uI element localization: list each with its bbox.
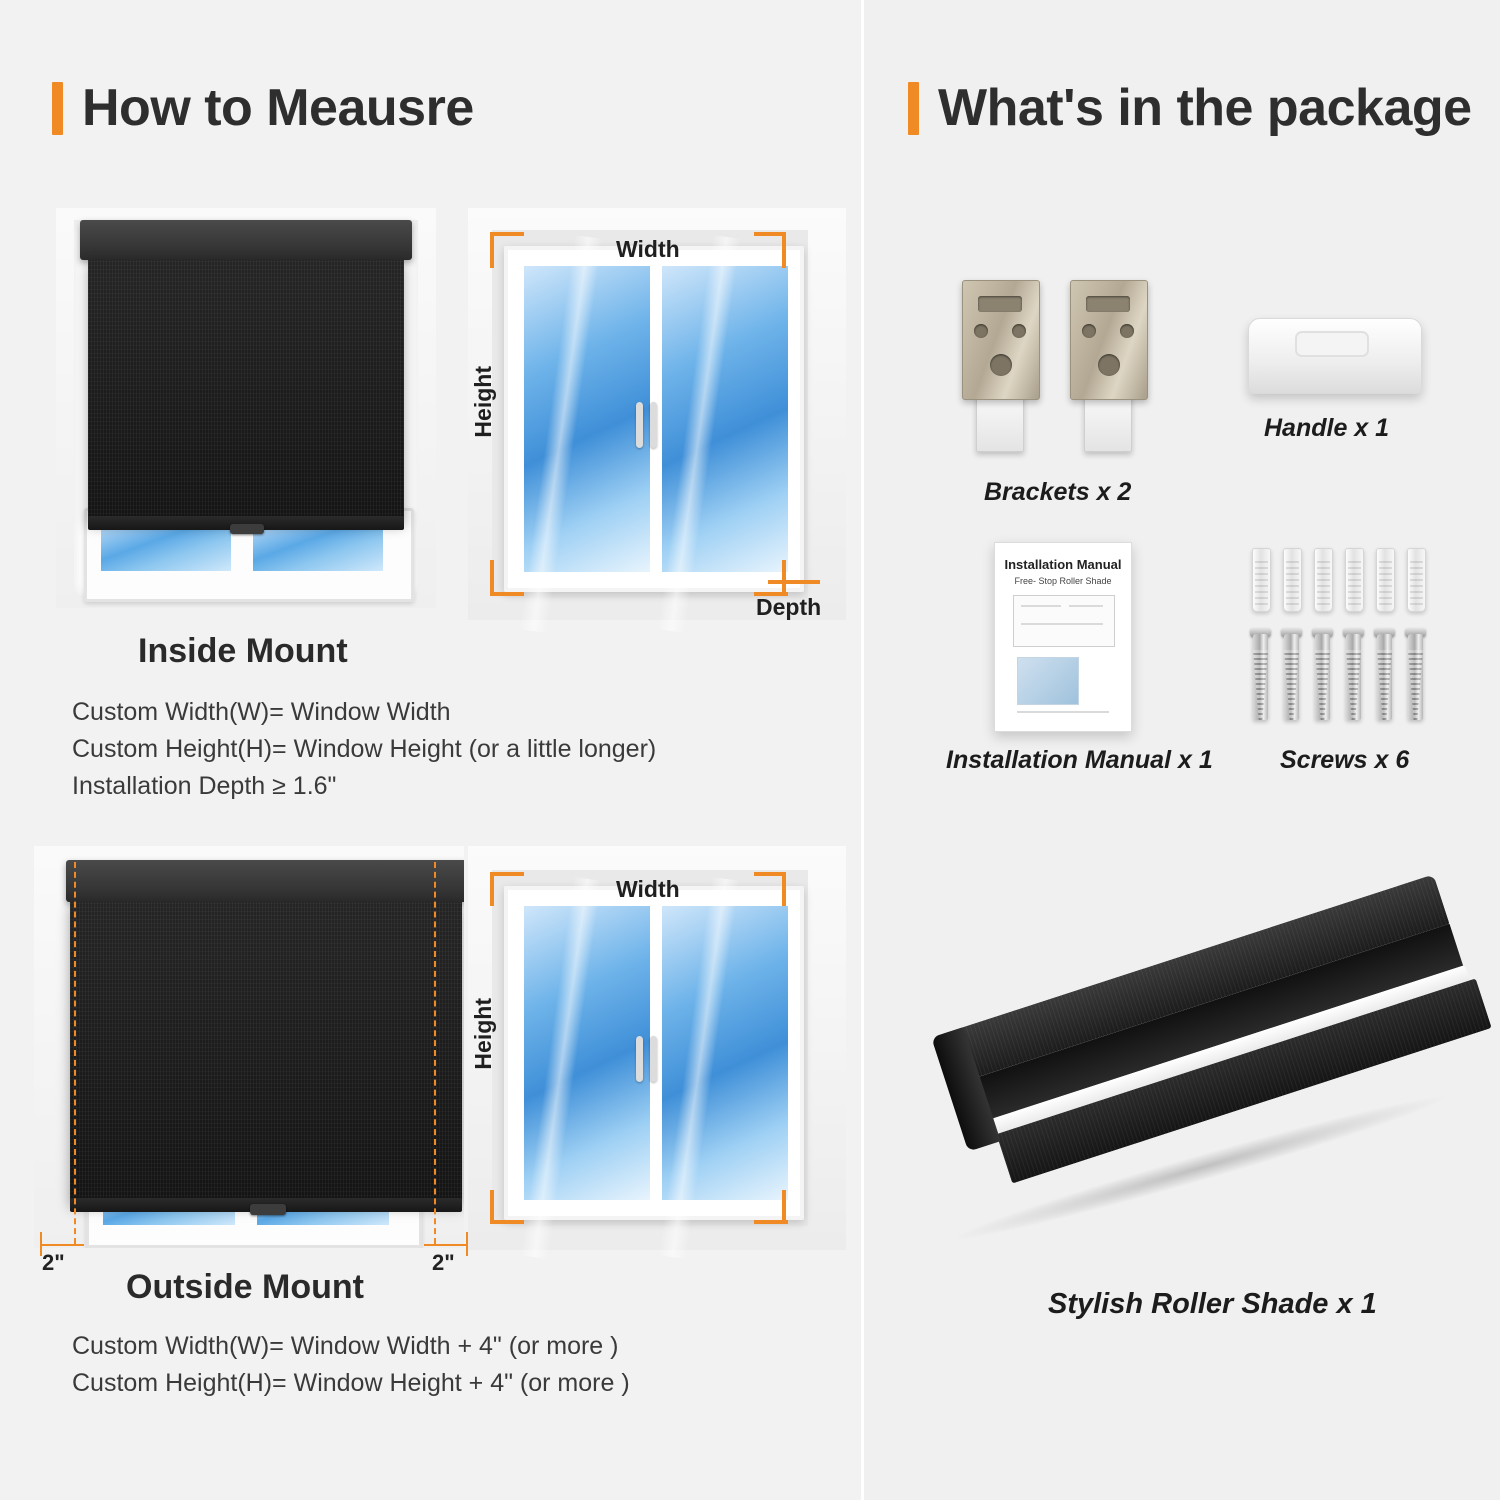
package-title: What's in the package — [938, 79, 1472, 137]
screw — [1253, 634, 1268, 720]
dimension-corner-mark — [754, 232, 786, 236]
shade-headrail — [80, 220, 412, 260]
wall-anchor — [1283, 548, 1302, 612]
screw — [1377, 634, 1392, 720]
handle-product — [1248, 318, 1422, 394]
dimension-corner-mark — [490, 232, 494, 268]
package-heading — [908, 78, 1472, 138]
width-label: Width — [616, 236, 680, 262]
window-glass — [662, 906, 788, 1200]
bracket-item-1 — [952, 280, 1048, 448]
dimension-corner-mark — [490, 592, 524, 596]
handle-notch — [1295, 331, 1369, 357]
dimension-corner-mark — [782, 872, 786, 906]
inside-mount-title: Inside Mount — [138, 632, 348, 670]
window-sash-right — [656, 900, 794, 1206]
shade-pull-tab — [250, 1204, 286, 1215]
window-glass — [524, 266, 650, 572]
window-glass — [662, 266, 788, 572]
accent-bar-icon — [908, 82, 919, 135]
dimension-corner-mark — [754, 872, 786, 876]
inside-mount-shade-photo — [56, 208, 436, 608]
bracket-hole — [1082, 324, 1096, 338]
window-glass — [101, 525, 231, 571]
height-label: Height — [470, 366, 496, 438]
shade-fabric — [88, 260, 404, 522]
bracket-hole — [1120, 324, 1134, 338]
outside-mount-line: Custom Width(W)= Window Width + 4" (or more ) — [72, 1332, 619, 1360]
screw — [1346, 634, 1361, 720]
shade-fabric — [70, 902, 462, 1204]
wall-anchor — [1314, 548, 1333, 612]
inside-mount-window-diagram — [468, 208, 846, 620]
bracket-item-2 — [1060, 280, 1156, 448]
outside-mount-text — [72, 1328, 630, 1402]
panel-divider — [861, 0, 864, 1500]
left-extension-guide — [74, 862, 76, 1244]
dimension-corner-mark — [490, 872, 494, 906]
manual-line — [1021, 623, 1103, 625]
right-extension-label: 2" — [432, 1250, 455, 1275]
left-extension-dimension — [40, 1244, 84, 1246]
wall-anchor — [1376, 548, 1395, 612]
dimension-corner-mark — [782, 232, 786, 268]
shade-pull-tab — [230, 524, 264, 534]
window-sash-right — [656, 260, 794, 578]
outside-mount-shade-photo — [34, 846, 464, 1248]
screw — [1315, 634, 1330, 720]
window-glass — [253, 525, 383, 571]
manual-illustration — [1017, 657, 1079, 705]
depth-label: Depth — [756, 594, 822, 620]
shade-headrail — [66, 860, 464, 902]
depth-indicator — [768, 580, 820, 584]
accent-bar-icon — [52, 82, 63, 135]
window-handle-icon — [650, 402, 657, 448]
inside-mount-text — [72, 694, 656, 805]
roller-shade-label: Stylish Roller Shade x 1 — [1048, 1288, 1377, 1320]
height-label: Height — [470, 998, 496, 1070]
dimension-corner-mark — [490, 560, 494, 596]
manual-title: Installation Manual — [1004, 557, 1122, 572]
bracket-hole — [990, 354, 1012, 376]
brackets-label: Brackets x 2 — [984, 478, 1132, 506]
wall-anchor — [1407, 548, 1426, 612]
bracket-slot — [1086, 296, 1130, 312]
bracket-slot — [978, 296, 1022, 312]
wall-anchor — [1252, 548, 1271, 612]
manual-line — [1021, 605, 1061, 607]
outside-mount-title: Outside Mount — [126, 1268, 364, 1306]
manual-line — [1017, 711, 1109, 713]
screw — [1408, 634, 1423, 720]
how-to-measure-heading — [52, 78, 474, 138]
bracket-hole — [1098, 354, 1120, 376]
inside-mount-line: Installation Depth ≥ 1.6" — [72, 772, 337, 800]
right-extension-guide — [434, 862, 436, 1244]
dimension-corner-mark — [490, 1190, 494, 1224]
roller-tube — [939, 874, 1500, 1255]
screws-label: Screws x 6 — [1280, 746, 1410, 774]
handle-label: Handle x 1 — [1264, 414, 1390, 442]
window-frame — [504, 886, 804, 1220]
inside-mount-line: Custom Height(H)= Window Height (or a little longer) — [72, 735, 657, 763]
left-extension-label: 2" — [42, 1250, 65, 1275]
window-handle-icon — [636, 1036, 643, 1082]
wall-anchor — [1345, 548, 1364, 612]
dimension-corner-mark — [782, 560, 786, 596]
dimension-corner-mark — [490, 1220, 524, 1224]
outside-mount-window-diagram — [468, 846, 846, 1250]
manual-line — [1069, 605, 1103, 607]
window-frame — [504, 246, 804, 592]
dimension-corner-mark — [490, 872, 524, 876]
bracket-hole — [1012, 324, 1026, 338]
window-glass — [524, 906, 650, 1200]
manual-label: Installation Manual x 1 — [946, 746, 1213, 774]
dimension-corner-mark — [782, 1190, 786, 1224]
installation-manual — [994, 542, 1132, 732]
manual-subtitle: Free- Stop Roller Shade — [1014, 576, 1112, 586]
manual-diagram-box — [1013, 595, 1115, 647]
how-to-measure-title: How to Meausre — [82, 79, 474, 137]
window-handle-icon — [636, 402, 643, 448]
inside-mount-line: Custom Width(W)= Window Width — [72, 698, 451, 726]
outside-mount-line: Custom Height(H)= Window Height + 4" (or more ) — [72, 1369, 630, 1397]
right-extension-dimension — [424, 1244, 468, 1246]
window-handle-icon — [650, 1036, 657, 1082]
bracket-hole — [974, 324, 988, 338]
roller-shade-product — [900, 905, 1500, 1275]
screw — [1284, 634, 1299, 720]
dimension-corner-mark — [490, 232, 524, 236]
width-label: Width — [616, 876, 680, 902]
